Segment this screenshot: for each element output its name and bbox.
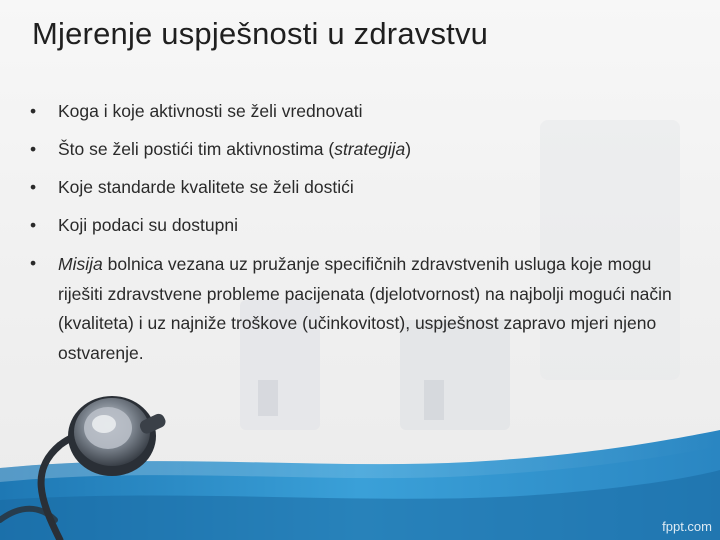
bullet-item: [30, 212, 690, 238]
watermark: fppt.com: [662, 519, 712, 534]
bullet-text: Koje standarde kvalitete se želi dostići: [58, 177, 354, 197]
bullet-text: ): [405, 139, 412, 159]
bullet-marker: •: [30, 101, 37, 121]
bullet-marker: •: [30, 139, 37, 159]
slide-title: Mjerenje uspješnosti u zdravstvu: [32, 16, 489, 51]
bullet-item: [30, 250, 690, 368]
bullet-item: [30, 136, 690, 162]
bullet-list: [30, 98, 690, 380]
bullet-text-italic: strategija: [334, 139, 406, 159]
bullet-text: Koji podaci su dostupni: [58, 215, 238, 235]
bullet-marker: •: [30, 177, 37, 197]
bullet-marker: •: [30, 215, 37, 235]
bullet-text: bolnica vezana uz pružanje specifičnih zdravstvenih usluga koje mogu riješiti zdravstvene probleme pacijenata (djelotvornost) na najbolji mogući način (kvaliteta) i uz najniže troškove (učinkovitost), uspješnost zapravo mjeri njeno ostvarenje.: [58, 254, 672, 363]
bullet-text: Što se želi postići tim aktivnostima (: [58, 139, 335, 159]
bullet-item: [30, 174, 690, 200]
bullet-item: [30, 98, 690, 124]
bullet-text-italic: Misija: [58, 254, 103, 274]
bullet-marker: •: [30, 253, 37, 273]
bullet-text: Koga i koje aktivnosti se želi vrednovati: [58, 101, 363, 121]
